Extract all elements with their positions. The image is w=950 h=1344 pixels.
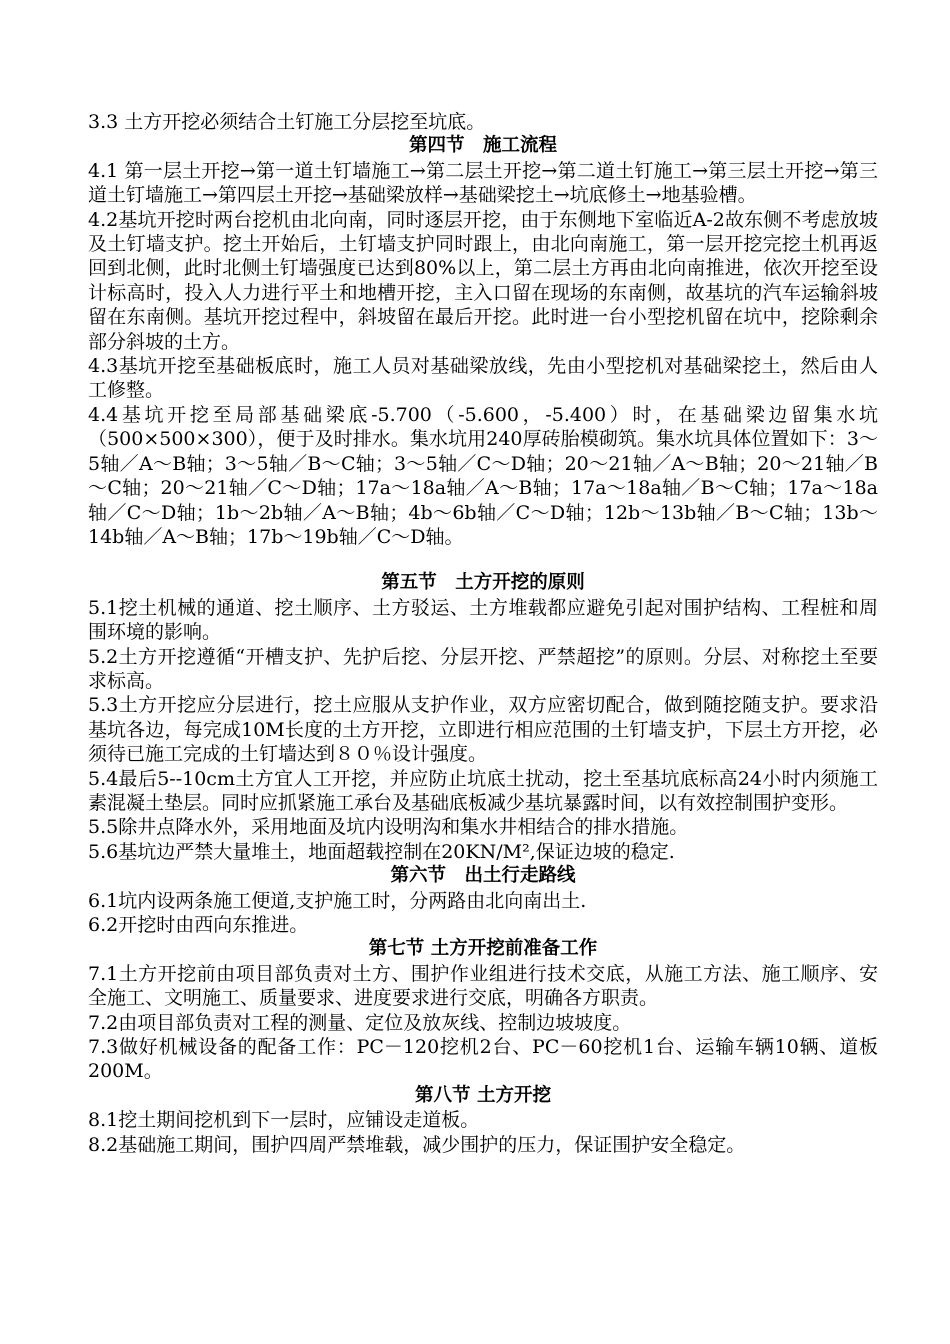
paragraph-5-3: 5.3土方开挖应分层进行，挖土应服从支护作业，双方应密切配合，做到随挖随支护。要求沿基坑各边，每完成10M长度的土方开挖，立即进行相应范围的土钉墙支护，下层土方开挖，必须待已施工完成的土钉墙达到８０％设计强度。 bbox=[88, 694, 878, 766]
section-heading-4: 第四节 施工流程 bbox=[408, 135, 557, 157]
paragraph-6-2: 6.2开挖时由西向东推进。 bbox=[88, 914, 309, 936]
paragraph-4-2: 4.2基坑开挖时两台挖机由北向南，同时逐层开挖，由于东侧地下室临近A-2故东侧不考虑放坡及土钉墙支护。挖土开始后，土钉墙支护同时跟上，由北向南施工，第一层开挖完挖土机再返回到北侧，此时北侧土钉墙强度已达到80%以上，第二层土方再由北向南推进，依次开挖至设计标高时，投入人力进行平土和地槽开挖，主入口留在现场的东南侧，故基坑的汽车运输斜坡留在东南侧。基坑开挖过程中，斜坡留在最后开挖。此时进一台小型挖机留在坑中，挖除剩余部分斜坡的土方。 bbox=[88, 208, 878, 353]
paragraph-7-3: 7.3做好机械设备的配备工作：PC－120挖机2台、PC－60挖机1台、运输车辆10辆、道板200M。 bbox=[88, 1036, 878, 1083]
paragraph-7-1: 7.1土方开挖前由项目部负责对土方、围护作业组进行技术交底，从施工方法、施工顺序、安全施工、文明施工、质量要求、进度要求进行交底，明确各方职责。 bbox=[88, 962, 878, 1010]
paragraph-5-4: 5.4最后5--10cm土方宜人工开挖，并应防止坑底土扰动，挖土至基坑底标高24小时内须施工素混凝土垫层。同时应抓紧施工承台及基础底板减少基坑暴露时间，以有效控制围护变形。 bbox=[88, 767, 878, 814]
paragraph-5-2: 5.2土方开挖遵循“开槽支护、先护后挖、分层开挖、严禁超挖”的原则。分层、对称挖土至要求标高。 bbox=[88, 645, 878, 692]
paragraph-8-2: 8.2基础施工期间，围护四周严禁堆载，减少围护的压力，保证围护安全稳定。 bbox=[88, 1133, 746, 1156]
paragraph-5-6: 5.6基坑边严禁大量堆土，地面超载控制在20KN/M²,保证边坡的稳定. bbox=[88, 840, 675, 863]
document-page bbox=[88, 110, 878, 1157]
section-heading-7: 第七节 土方开挖前准备工作 bbox=[368, 938, 598, 960]
section-heading-5: 第五节 土方开挖的原则 bbox=[381, 572, 585, 594]
paragraph-5-5: 5.5除井点降水外，采用地面及坑内设明沟和集水井相结合的排水措施。 bbox=[88, 816, 689, 839]
paragraph-7-2: 7.2由项目部负责对工程的测量、定位及放灰线、控制边坡坡度。 bbox=[88, 1011, 632, 1034]
paragraph-8-1: 8.1挖土期间挖机到下一层时，应铺设走道板。 bbox=[88, 1109, 480, 1132]
blank-line bbox=[88, 549, 878, 571]
paragraph-4-3: 4.3基坑开挖至基础板底时，施工人员对基础梁放线，先由小型挖机对基础梁挖土，然后由人工修整。 bbox=[88, 355, 878, 402]
paragraph-6-1: 6.1坑内设两条施工便道,支护施工时，分两路由北向南出土. bbox=[88, 889, 587, 912]
paragraph-4-1: 4.1 第一层土开挖→第一道土钉墙施工→第二层土开挖→第二道土钉施工→第三层土开挖→第三道土钉墙施工→第四层土开挖→基础梁放样→基础梁挖土→坑底修土→地基验槽。 bbox=[88, 159, 878, 207]
section-heading-6: 第六节 出土行走路线 bbox=[390, 865, 576, 887]
section-heading-8: 第八节 土方开挖 bbox=[415, 1084, 551, 1106]
paragraph-5-1: 5.1挖土机械的通道、挖土顺序、土方驳运、土方堆载都应避免引起对围护结构、工程桩和周围环境的影响。 bbox=[88, 596, 878, 644]
paragraph-3-3: 3.3 土方开挖必须结合土钉施工分层挖至坑底。 bbox=[88, 111, 486, 133]
paragraph-4-4: 4.4基坑开挖至局部基础梁底-5.700（-5.600，-5.400）时，在基础梁边留集水坑（500×500×300），便于及时排水。集水坑用240厚砖胎模砌筑。集水坑具体位置如下：3～5轴／A～B轴；3～5轴／B～C轴；3～5轴／C～D轴；20～21轴／A～B轴；20～21轴／B～C轴；20～21轴／C～D轴；17a～18a轴／A～B轴；17a～18a轴／B～C轴；17a～18a轴／C～D轴；1b～2b轴／A～B轴；4b～6b轴／C～D轴；12b～13b轴／B～C轴；13b～14b轴／A～B轴；17b～19b轴／C～D轴。 bbox=[88, 403, 878, 548]
